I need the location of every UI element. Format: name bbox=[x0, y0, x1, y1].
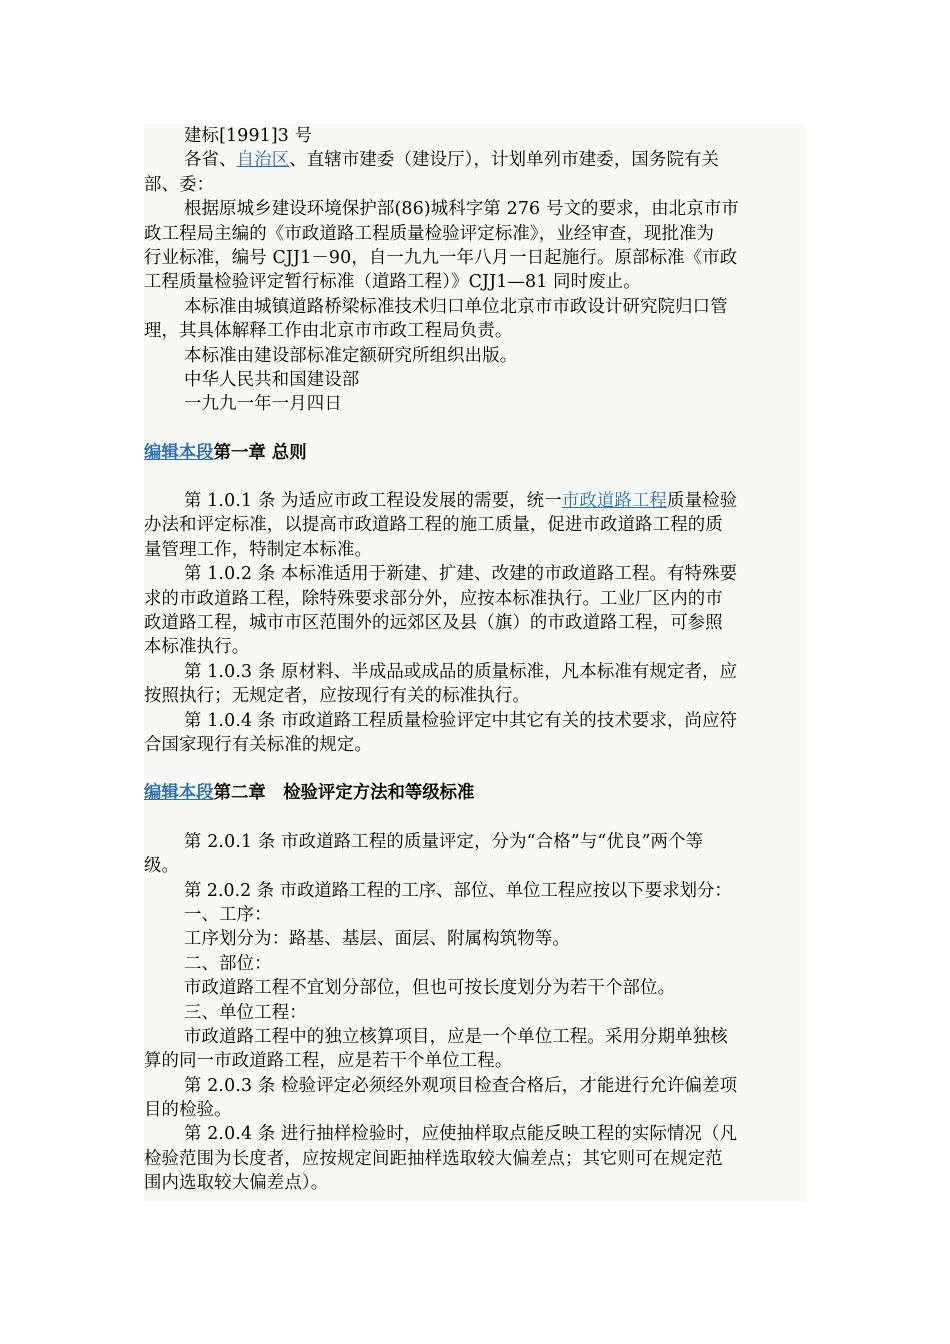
notice-text: 理，其具体解释工作由北京市市政工程局负责。 bbox=[144, 321, 513, 342]
article-text: 目的检验。 bbox=[144, 1100, 232, 1121]
edit-section-link[interactable]: 编辑本段 bbox=[144, 442, 214, 463]
list-heading-process: 一、工序： bbox=[184, 904, 272, 925]
article-1-0-3: 第 1.0.3 条 原材料、半成品或成品的质量标准，凡本标准有规定者，应 bbox=[184, 661, 738, 682]
notice-text: 根据原城乡建设环境保护部(86)城科字第 276 号文的要求，由北京市市 bbox=[184, 199, 739, 220]
spacer bbox=[144, 757, 806, 781]
article-text: 合国家现行有关标准的规定。 bbox=[144, 734, 373, 755]
addressee-line bbox=[144, 148, 806, 172]
spacer bbox=[144, 465, 806, 489]
autonomous-region-link[interactable]: 自治区 bbox=[236, 150, 290, 171]
chapter-1-title: 第一章 总则 bbox=[213, 442, 307, 463]
issuer: 中华人民共和国建设部 bbox=[184, 369, 360, 390]
article-text: 本标准执行。 bbox=[144, 637, 250, 658]
list-heading-unit: 三、单位工程： bbox=[184, 1002, 307, 1023]
notice-text: 政工程局主编的《市政道路工程质量检验评定标准》，业经审查，现批准为 bbox=[144, 223, 715, 244]
article-1-0-2: 第 1.0.2 条 本标准适用于新建、扩建、改建的市政道路工程。有特殊要 bbox=[184, 564, 738, 585]
article-2-0-3: 第 2.0.3 条 检验评定必须经外观项目检查合格后，才能进行允许偏差项 bbox=[184, 1075, 738, 1096]
article-text: 检验范围为长度者，应按规定间距抽样选取较大偏差点；其它则可在规定范 bbox=[144, 1148, 723, 1169]
spacer bbox=[144, 806, 806, 830]
article-text: 级。 bbox=[144, 856, 180, 877]
addressee-text-2: 、直辖市建委（建设厅），计划单列市建委，国务院有关 bbox=[289, 150, 720, 171]
issue-date: 一九九一年一月四日 bbox=[184, 394, 342, 415]
article-text: 第 1.0.1 条 为适应市政工程设发展的需要，统一 bbox=[184, 491, 562, 512]
article-text: 量管理工作，特制定本标准。 bbox=[144, 539, 373, 560]
article-text: 求的市政道路工程，除特殊要求部分外，应按本标准执行。工业厂区内的市 bbox=[144, 588, 723, 609]
article-text: 市政道路工程中的独立核算项目，应是一个单位工程。采用分期单独核 bbox=[184, 1026, 728, 1047]
article-text: 质量检验 bbox=[667, 491, 738, 512]
notice-text: 行业标准，编号 CJJ1－90，自一九九一年八月一日起施行。原部标准《市政 bbox=[144, 247, 738, 268]
article-1-0-4: 第 1.0.4 条 市政道路工程质量检验评定中其它有关的技术要求，尚应符 bbox=[184, 710, 738, 731]
municipal-road-engineering-link[interactable]: 市政道路工程 bbox=[561, 491, 668, 512]
addressee-line-2: 部、委： bbox=[144, 174, 215, 195]
spacer bbox=[144, 417, 806, 441]
chapter-1-heading bbox=[144, 441, 806, 465]
article-text: 市政道路工程不宜划分部位，但也可按长度划分为若干个部位。 bbox=[184, 978, 676, 999]
chapter-2-title: 第二章 检验评定方法和等级标准 bbox=[213, 783, 475, 804]
article-text: 政道路工程，城市市区范围外的远郊区及县（旗）的市政道路工程，可参照 bbox=[144, 613, 723, 634]
article-text: 围内选取较大偏差点）。 bbox=[144, 1173, 329, 1194]
edit-section-link[interactable]: 编辑本段 bbox=[144, 783, 214, 804]
article-text: 办法和评定标准，以提高市政道路工程的施工质量，促进市政道路工程的质 bbox=[144, 515, 723, 536]
article-2-0-4: 第 2.0.4 条 进行抽样检验时，应使抽样取点能反映工程的实际情况（凡 bbox=[184, 1124, 738, 1145]
notice-text: 工程质量检验评定暂行标准（道路工程）》CJJ1—81 同时废止。 bbox=[144, 272, 641, 293]
notice-text: 本标准由城镇道路桥梁标准技术归口单位北京市市政设计研究院归口管 bbox=[184, 296, 728, 317]
article-text: 工序划分为：路基、基层、面层、附属构筑物等。 bbox=[184, 929, 570, 950]
addressee-text-1: 各省、 bbox=[184, 150, 237, 171]
list-heading-part: 二、部位： bbox=[184, 953, 272, 974]
doc-number: 建标[1991]3 号 bbox=[184, 126, 313, 146]
article-text: 算的同一市政道路工程，应是若干个单位工程。 bbox=[144, 1051, 513, 1072]
article-1-0-1 bbox=[144, 489, 806, 513]
article-text: 按照执行；无规定者，应按现行有关的标准执行。 bbox=[144, 686, 530, 707]
chapter-2-heading bbox=[144, 781, 806, 805]
notice-text: 本标准由建设部标准定额研究所组织出版。 bbox=[184, 345, 518, 366]
document-body bbox=[144, 124, 806, 1202]
article-2-0-1: 第 2.0.1 条 市政道路工程的质量评定，分为“合格”与“优良”两个等 bbox=[184, 831, 704, 852]
article-2-0-2: 第 2.0.2 条 市政道路工程的工序、部位、单位工程应按以下要求划分： bbox=[184, 880, 732, 901]
